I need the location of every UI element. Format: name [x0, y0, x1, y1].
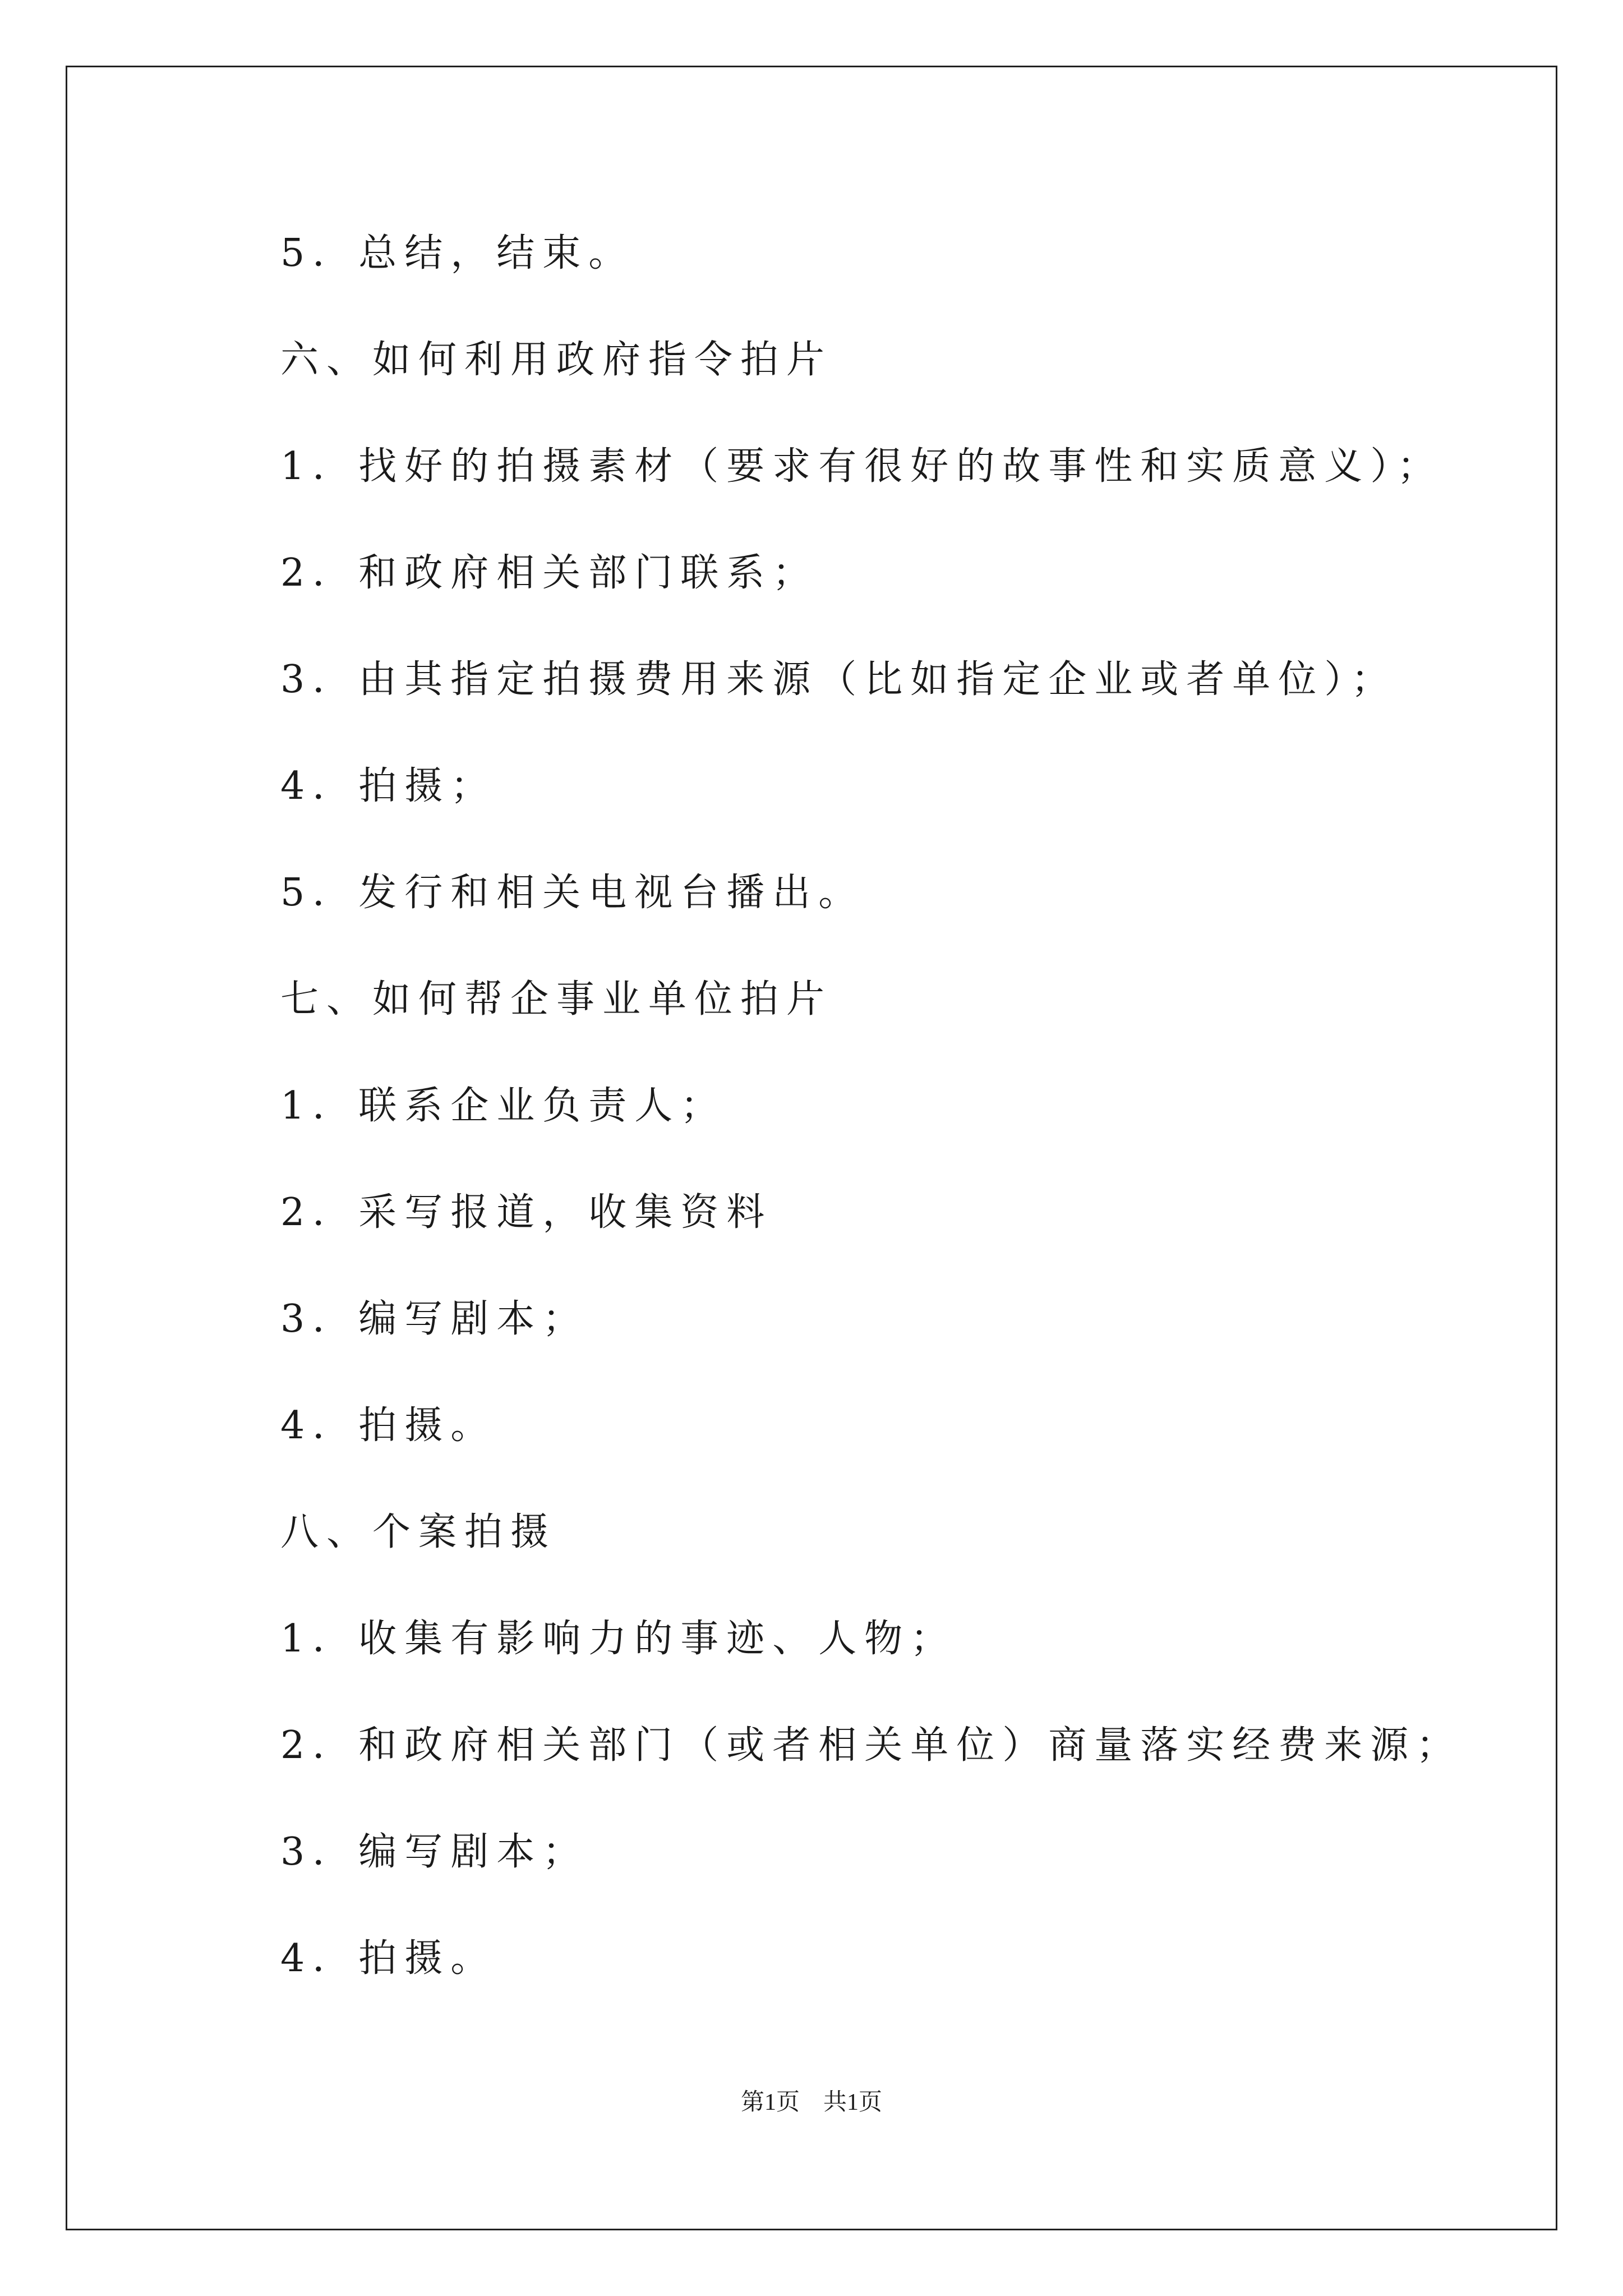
text-line: 1．找好的拍摄素材（要求有很好的故事性和实质意义）；: [280, 444, 1444, 489]
page-number-footer: 第1页 共1页: [740, 2090, 882, 2115]
text-line: 3．编写剧本；: [280, 1830, 589, 1874]
text-line: 2．采写报道，收集资料: [280, 1190, 773, 1235]
text-line: 3．由其指定拍摄费用来源（比如指定企业或者单位）；: [280, 657, 1398, 702]
text-line: 1．收集有影响力的事迹、人物；: [280, 1617, 957, 1661]
text-line: 4．拍摄。: [280, 1936, 497, 1981]
text-line: 5．发行和相关电视台播出。: [280, 871, 865, 915]
section-heading: 六、如何利用政府指令拍片: [280, 338, 833, 382]
section-heading: 七、如何帮企事业单位拍片: [280, 977, 833, 1022]
text-line: 3．编写剧本；: [280, 1297, 589, 1341]
text-line: 5．总结，结束。: [280, 231, 635, 275]
document-body: [280, 220, 1486, 2032]
text-line: 2．和政府相关部门（或者相关单位）商量落实经费来源；: [280, 1723, 1463, 1768]
text-line: 4．拍摄；: [280, 764, 497, 808]
text-line: 4．拍摄。: [280, 1404, 497, 1448]
text-line: 1．联系企业负责人；: [280, 1084, 727, 1128]
text-line: 2．和政府相关部门联系；: [280, 551, 819, 595]
section-heading: 八、个案拍摄: [280, 1510, 557, 1554]
